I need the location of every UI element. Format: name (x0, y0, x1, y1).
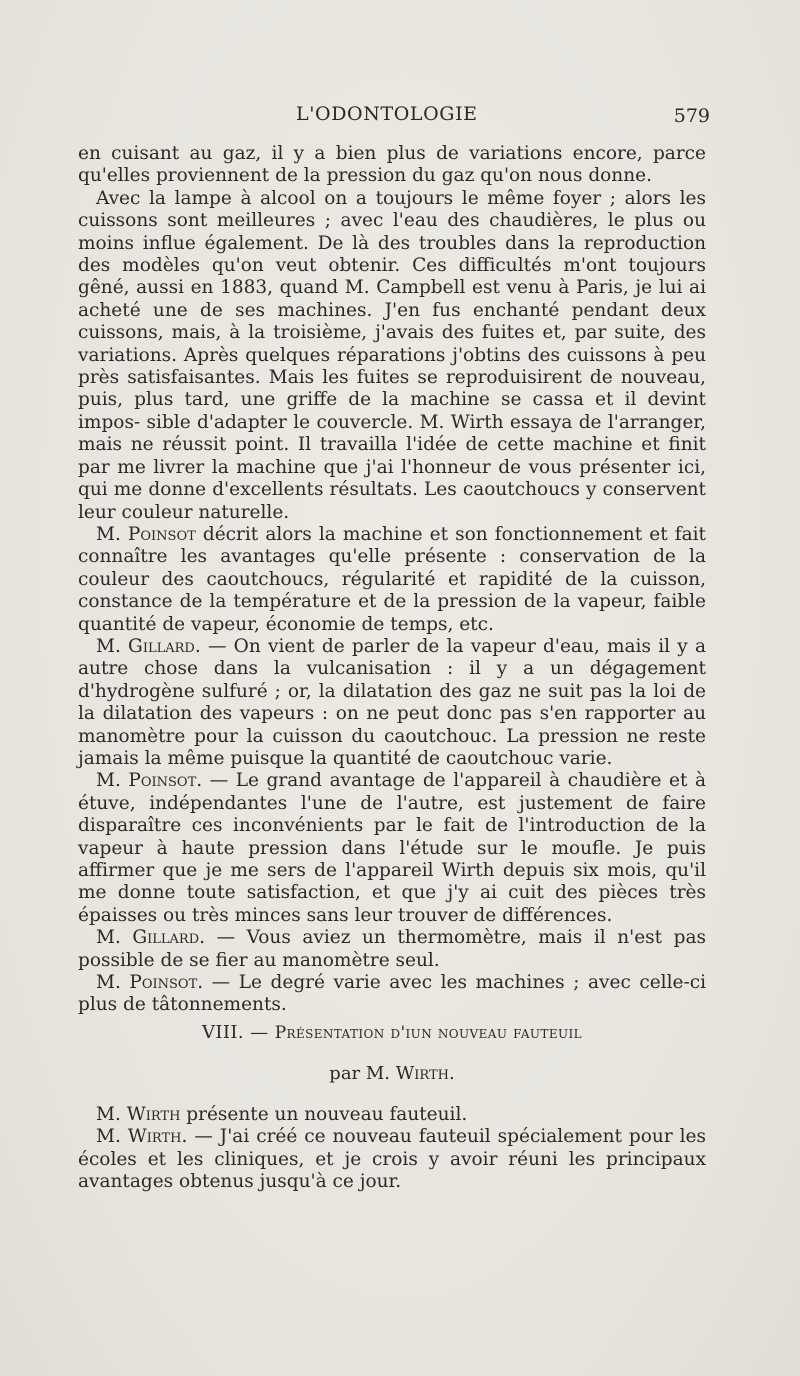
speaker-name: M. Gillard. (96, 927, 206, 949)
paragraph (78, 972, 706, 1017)
paragraph-text: — On vient de parler de la vapeur d'eau, mais il y a autre chose dans la vulcanisation : il y a un dégagement d'hydrogène sulfuré ; or, la dilatation des gaz ne suit pas la loi de la dilatation des vapeurs : on ne peut donc pas s'en rapporter au manomètre pour la cuisson du caoutchouc. La pression ne reste jamais la même puisque la quantité de caoutchouc varie. (78, 635, 706, 769)
paragraph (78, 927, 706, 972)
speaker-name: M. Wirth. (96, 1126, 188, 1148)
paragraph (78, 770, 706, 927)
byline-prefix: par M. (329, 1063, 391, 1084)
paragraph (78, 1126, 706, 1193)
paragraph (78, 1104, 706, 1126)
paragraph (78, 143, 706, 188)
main-text (78, 143, 706, 1017)
page-number: 579 (673, 105, 710, 127)
speaker-name: M. Gillard. (96, 635, 201, 657)
paragraph-text: — J'ai créé ce nouveau fauteuil spécialement pour les écoles et les cliniques, et je crois y avoir réuni les principaux avantages obtenus jusqu'à ce jour. (78, 1126, 706, 1193)
paragraph (78, 524, 706, 636)
section-title: Présentation d'iun nouveau fauteuil (274, 1023, 583, 1043)
speaker-name: M. Wirth (96, 1104, 181, 1125)
paragraph-text: — Le degré varie avec les machines ; avec celle-ci plus de tâtonnements. (78, 972, 706, 1016)
paragraph-text: — Le grand avantage de l'appareil à chaudière et à étuve, indépendantes l'une de l'autre, est justement de faire disparaître ces inconvénients par le fait de l'introduction de la vapeur à haute pression dans l'étude sur le moufle. Je puis affirmer que je me sers de l'appareil Wirth depuis six mois, qu'il me donne toute satisfaction, et que j'y ai cuit des pièces très épaisses ou très minces sans leur trouver de différences. (78, 770, 706, 926)
page-header (78, 103, 710, 133)
paragraph-text: Avec la lampe à alcool on a toujours le même foyer ; alors les cuissons sont meilleures ; avec l'eau des chaudières, le plus ou moins influe également. De là des troubles dans la reproduction des modèles qu'on veut obtenir. Ces difficultés m'ont toujours gêné, aussi en 1883, quand M. Campbell est venu à Paris, je lui ai acheté une de ses machines. J'en fus enchanté pendant deux cuissons, mais, à la troisième, j'avais des fuites et, par suite, des variations. Après quelques réparations j'obtins des cuissons à peu près satisfaisantes. Mais les fuites se reproduisirent de nouveau, puis, plus tard, une griffe de la machine se cassa et il devint impos- sible d'adapter le couvercle. M. Wirth essaya de l'arranger, mais ne réussit point. Il travailla l'idée de cette machine et finit par me livrer la machine que j'ai l'honneur de vous présenter ici, qui me donne d'excellents résultats. Les caoutchoucs y conservent leur couleur naturelle. (78, 187, 706, 523)
speaker-name: M. Poinsot. (96, 770, 203, 792)
paragraph (78, 636, 706, 770)
paragraph-text: en cuisant au gaz, il y a bien plus de variations encore, parce qu'elles proviennent de la pression du gaz qu'on nous donne. (78, 143, 706, 187)
running-title: L'ODONTOLOGIE (296, 103, 478, 125)
section-number: VIII. — (201, 1022, 269, 1043)
paragraph (78, 188, 706, 524)
section-byline (78, 1063, 706, 1084)
paragraph-text: décrit alors la machine et son fonctionnement et fait connaître les avantages qu'elle présente : conservation de la couleur des caoutchoucs, régularité et rapidité de la cuisson, constance de la température et de la pression de la vapeur, faible quantité de vapeur, économie de temps, etc. (78, 523, 706, 635)
section-text (78, 1104, 706, 1194)
speaker-name: M. Poinsot. (96, 972, 204, 994)
paragraph-text: présente un nouveau fauteuil. (180, 1104, 468, 1125)
paragraph-text: — Vous aviez un thermomètre, mais il n'est pas possible de se fier au manomètre seul. (78, 927, 706, 971)
speaker-name: M. Poinsot (96, 523, 196, 545)
byline-name: Wirth. (395, 1063, 455, 1084)
section-heading (78, 1022, 706, 1043)
